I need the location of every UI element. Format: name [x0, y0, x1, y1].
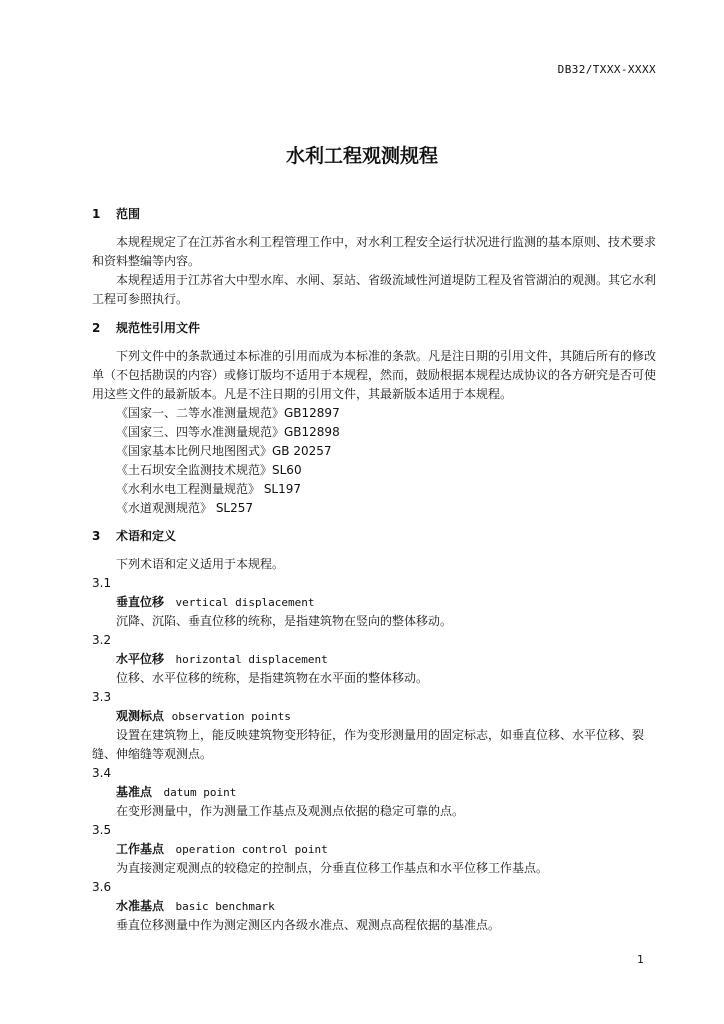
reference-item: 《水道观测规范》 SL257	[116, 501, 254, 515]
term-heading	[116, 897, 275, 916]
term-zh: 基准点	[116, 785, 153, 799]
term-en: horizontal displacement	[175, 653, 328, 666]
paragraph-text: 本规程适用于江苏省大中型水库、水闸、泵站、省级流域性河道堤防工程及省管湖泊的观测。其它水利工程可参照执行。	[92, 273, 657, 306]
reference-item: 《土石坝安全监测技术规范》SL60	[116, 463, 302, 477]
term-definition	[92, 726, 660, 764]
term-definition: 位移、水平位移的统称，是指建筑物在水平面的整体移动。	[116, 671, 429, 685]
term-zh: 水准基点	[116, 899, 165, 913]
term-heading	[116, 707, 291, 726]
term-en: datum point	[163, 786, 237, 799]
section-1-heading	[92, 205, 140, 222]
reference-item: 《水利水电工程测量规范》 SL197	[116, 482, 302, 496]
term-number: 3.4	[92, 766, 112, 780]
term-number: 3.6	[92, 880, 112, 894]
term-heading	[116, 593, 315, 612]
term-en: observation points	[171, 710, 291, 723]
term-en: vertical displacement	[175, 596, 315, 609]
section-1-paragraph-1	[92, 233, 660, 271]
term-number: 3.3	[92, 690, 112, 704]
section-title: 规范性引用文件	[116, 321, 201, 335]
term-en: operation control point	[175, 843, 328, 856]
section-number: 2	[92, 321, 101, 335]
term-number: 3.5	[92, 823, 112, 837]
term-number: 3.1	[92, 576, 112, 590]
term-heading	[116, 783, 236, 802]
term-en: basic benchmark	[175, 900, 275, 913]
section-3-intro: 下列术语和定义适用于本规程。	[116, 557, 285, 571]
reference-item: 《国家三、四等水准测量规范》GB12898	[116, 425, 340, 439]
term-heading	[116, 840, 328, 859]
section-1-paragraph-2	[92, 271, 660, 309]
section-number: 1	[92, 207, 101, 221]
term-heading	[116, 650, 328, 669]
document-code: DB32/TXXX-XXXX	[557, 63, 656, 76]
term-definition: 为直接测定观测点的较稳定的控制点，分垂直位移工作基点和水平位移工作基点。	[116, 861, 549, 875]
section-title: 范围	[116, 207, 141, 221]
section-2-paragraph-1	[92, 347, 660, 404]
section-3-heading	[92, 527, 176, 544]
section-title: 术语和定义	[116, 529, 177, 543]
reference-item: 《国家一、二等水准测量规范》GB12897	[116, 406, 340, 420]
term-zh: 垂直位移	[116, 595, 165, 609]
term-zh: 观测标点	[116, 709, 165, 723]
definition-text: 设置在建筑物上，能反映建筑物变形特征，作为变形测量用的固定标志，如垂直位移、水平位移、裂缝、伸缩缝等观测点。	[92, 728, 645, 761]
term-number: 3.2	[92, 633, 112, 647]
page-number: 1	[637, 953, 644, 966]
term-zh: 水平位移	[116, 652, 165, 666]
term-zh: 工作基点	[116, 842, 165, 856]
page-title: 水利工程观测规程	[285, 145, 438, 167]
reference-item: 《国家基本比例尺地图图式》GB 20257	[116, 444, 332, 458]
section-number: 3	[92, 529, 101, 543]
paragraph-text: 下列文件中的条款通过本标准的引用而成为本标准的条款。凡是注日期的引用文件，其随后所有的修改单（不包括勘误的内容）或修订版均不适用于本规程，然而，鼓励根据本规程达成协议的各方研究是否可使用这些文件的最新版本。凡是不注日期的引用文件，其最新版本适用于本规程。	[92, 349, 657, 401]
term-definition: 垂直位移测量中作为测定测区内各级水准点、观测点高程依据的基准点。	[116, 918, 501, 932]
term-definition: 沉降、沉陷、垂直位移的统称，是指建筑物在竖向的整体移动。	[116, 614, 453, 628]
section-2-heading	[92, 319, 200, 336]
term-definition: 在变形测量中，作为测量工作基点及观测点依据的稳定可靠的点。	[116, 804, 465, 818]
paragraph-text: 本规程规定了在江苏省水利工程管理工作中，对水利工程安全运行状况进行监测的基本原则、技术要求和资料整编等内容。	[92, 235, 657, 268]
